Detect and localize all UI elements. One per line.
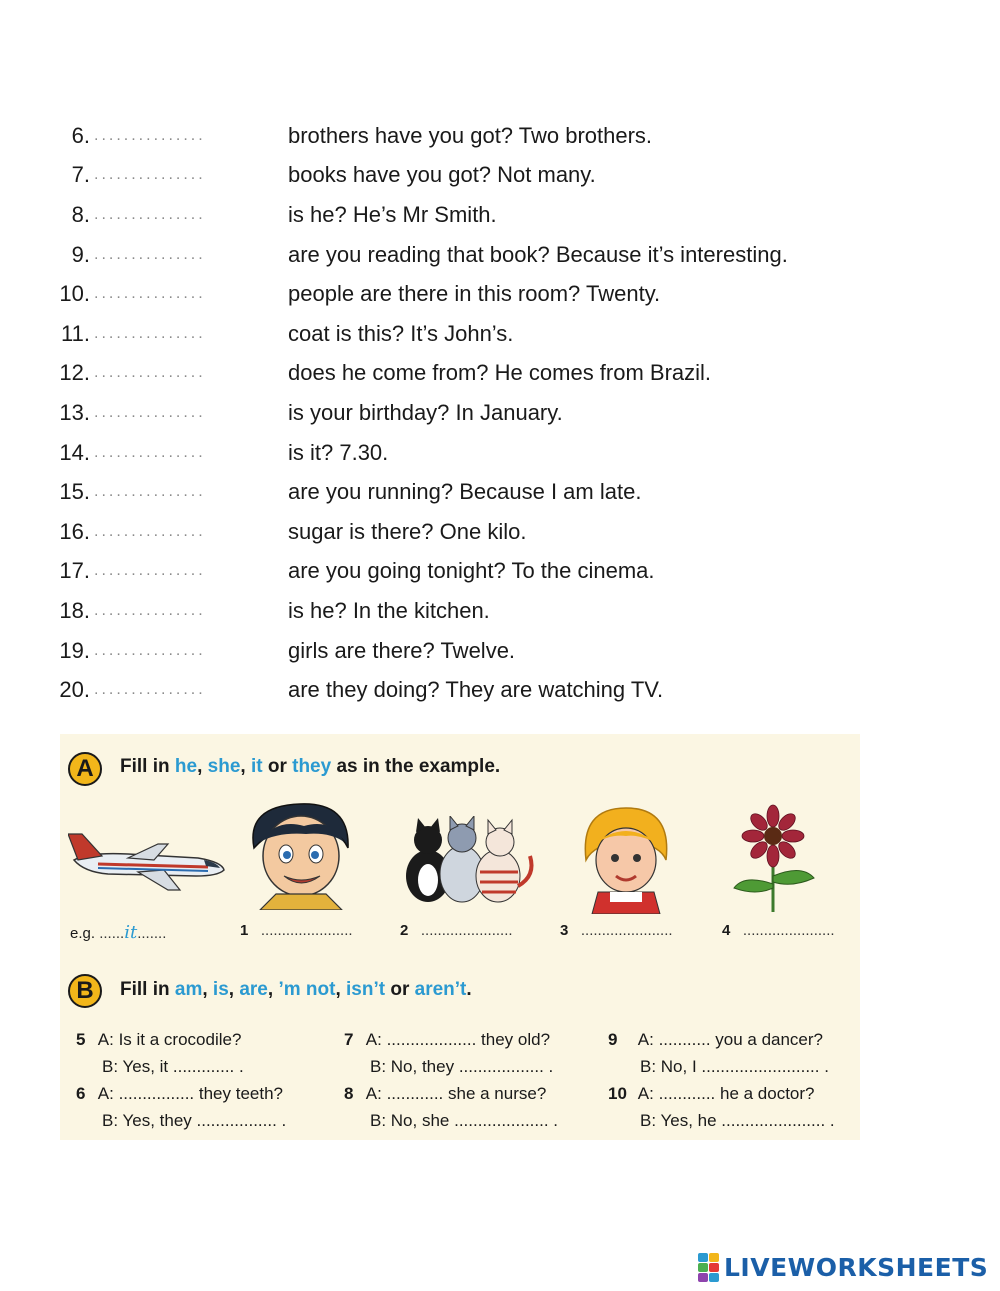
keyword-am: am [174,979,203,1000]
question-9-b[interactable] [640,1057,829,1077]
item-number: 2 [400,922,409,939]
question-line[interactable]: A: ................... they old? [365,1030,551,1049]
answer-blank[interactable]: ............... [94,364,206,382]
answer-slot-1[interactable] [240,922,353,939]
question-number: 7 [344,1030,354,1049]
question-number: 15. [59,479,90,505]
question-number: 9 [608,1030,618,1049]
question-9-a[interactable] [608,1030,823,1050]
keyword-arent: aren’t [414,979,467,1000]
keyword-they: they [292,756,332,777]
question-number: 7. [71,162,90,188]
title-text: . [466,979,472,1000]
question-row [50,314,910,354]
question-text: brothers have you got? Two brothers. [288,122,653,148]
question-row [50,670,910,710]
answer-blank[interactable]: ............... [94,681,206,699]
question-text: are you going tonight? To the cinema. [288,558,655,584]
question-row [50,235,910,275]
answer-line[interactable]: B: Yes, he ...................... . [640,1111,835,1130]
example-dots: ....... [137,925,167,942]
question-line: A: Is it a crocodile? [97,1030,242,1049]
answer-line[interactable]: B: Yes, it ............. . [102,1057,244,1076]
answer-blank[interactable]: ............... [94,126,206,144]
answer-blank[interactable]: ............... [94,641,206,659]
answer-line[interactable]: B: No, she .................... . [370,1111,559,1130]
question-row [50,354,910,394]
answer-blank[interactable]: ............... [94,285,206,303]
question-number: 18. [59,597,90,623]
question-list [50,116,910,710]
question-number: 6 [76,1084,86,1103]
question-number: 16. [59,518,90,544]
question-row [50,195,910,235]
question-number: 14. [59,439,90,465]
keyword-is: is [212,979,229,1000]
question-number: 13. [59,399,90,425]
question-text: is your birthday? In January. [288,399,563,425]
airplane-picture [68,814,228,894]
answer-blank[interactable]: ............... [94,562,206,580]
title-text: Fill in [120,756,175,777]
question-number: 19. [59,637,90,663]
question-8-a[interactable] [344,1084,546,1104]
question-row [50,433,910,473]
question-number: 10. [59,281,90,307]
question-7-b[interactable] [370,1057,553,1077]
title-sep: , [335,979,346,1000]
question-10-a[interactable] [608,1084,815,1104]
question-number: 8. [71,201,90,227]
question-number: 17. [59,558,90,584]
answer-blank[interactable]: ............... [94,522,206,540]
question-8-b[interactable] [370,1111,558,1131]
question-number: 6. [71,122,90,148]
question-text: are they doing? They are watching TV. [288,677,664,703]
flower-picture [728,804,818,914]
answer-blank[interactable]: ............... [94,443,206,461]
question-row [50,156,910,196]
question-text: coat is this? It’s John’s. [288,320,514,346]
girl-picture [580,804,670,914]
example-label [70,922,166,943]
exercise-panel [60,734,860,1140]
item-number: 3 [560,922,569,939]
example-dots: ...... [99,925,125,942]
question-row [50,393,910,433]
question-row [50,274,910,314]
title-sep: , [240,756,251,777]
example-answer: it [124,922,138,943]
title-sep: or [385,979,415,1000]
section-b-title [120,979,472,1001]
question-line[interactable]: A: ............ she a nurse? [365,1084,547,1103]
answer-slot-3[interactable] [560,922,673,939]
item-number: 1 [240,922,249,939]
item-number: 4 [722,922,731,939]
keyword-it: it [250,756,263,777]
title-sep: , [228,979,240,1000]
keyword-m-not: ’m not [278,979,336,1000]
section-a-badge: A [68,752,102,786]
boy-picture [246,798,356,910]
answer-blank[interactable]: ...................... [420,922,513,939]
question-text: are you reading that book? Because it’s interesting. [288,241,788,267]
question-line[interactable]: A: ............ he a doctor? [637,1084,815,1103]
keyword-she: she [207,756,241,777]
answer-blank[interactable]: ............... [94,205,206,223]
question-text: are you running? Because I am late. [288,479,642,505]
keyword-he: he [174,756,198,777]
title-text: as in the example. [331,756,501,777]
question-text: girls are there? Twelve. [288,637,516,663]
title-sep: , [267,979,279,1000]
answer-blank[interactable]: ............... [94,403,206,421]
question-number: 20. [59,677,90,703]
question-row [50,591,910,631]
question-number: 9. [71,241,90,267]
keyword-are: are [239,979,268,1000]
answer-blank[interactable]: ...................... [580,922,673,939]
question-row [50,116,910,156]
cats-picture [400,816,540,906]
question-number: 5 [76,1030,86,1049]
question-7-a[interactable] [344,1030,550,1050]
question-row [50,472,910,512]
question-number: 11. [61,320,90,346]
logo-mark-icon [698,1253,719,1282]
section-a-title [120,756,500,778]
keyword-isnt: isn’t [346,979,386,1000]
question-5-b[interactable] [102,1057,244,1077]
answer-blank[interactable]: ............... [94,166,206,184]
question-line[interactable]: A: ........... you a dancer? [637,1030,824,1049]
answer-blank[interactable]: ...................... [260,922,353,939]
answer-line[interactable]: B: No, they .................. . [370,1057,554,1076]
answer-blank[interactable]: ...................... [742,922,835,939]
title-sep: , [202,979,213,1000]
question-10-b[interactable] [640,1111,835,1131]
example-prefix: e.g. [70,925,96,942]
question-5-a [76,1030,241,1050]
question-row [50,631,910,671]
question-number: 12. [59,360,90,386]
section-b-badge: B [68,974,102,1008]
question-6-b[interactable] [102,1111,286,1131]
answer-blank[interactable]: ............... [94,324,206,342]
question-row [50,552,910,592]
question-text: books have you got? Not many. [288,162,596,188]
liveworksheets-logo[interactable] [698,1252,988,1282]
question-number: 8 [344,1084,354,1103]
answer-slot-2[interactable] [400,922,513,939]
answer-line[interactable]: B: Yes, they ................. . [102,1111,287,1130]
question-text: people are there in this room? Twenty. [288,281,661,307]
question-text: is he? He’s Mr Smith. [288,201,497,227]
answer-line[interactable]: B: No, I ......................... . [640,1057,829,1076]
answer-slot-4[interactable] [722,922,835,939]
logo-text: LIVEWORKSHEETS [724,1252,989,1282]
answer-blank[interactable]: ............... [94,245,206,263]
question-6-a[interactable] [76,1084,283,1104]
title-text: Fill in [120,979,175,1000]
question-line[interactable]: A: ................ they teeth? [97,1084,283,1103]
title-sep: , [197,756,208,777]
question-text: sugar is there? One kilo. [288,518,527,544]
question-row [50,512,910,552]
title-sep: or [262,756,293,777]
question-number: 10 [608,1084,627,1103]
answer-blank[interactable]: ............... [94,601,206,619]
question-text: is he? In the kitchen. [288,597,490,623]
answer-blank[interactable]: ............... [94,483,206,501]
question-text: does he come from? He comes from Brazil. [288,360,712,386]
question-text: is it? 7.30. [288,439,389,465]
